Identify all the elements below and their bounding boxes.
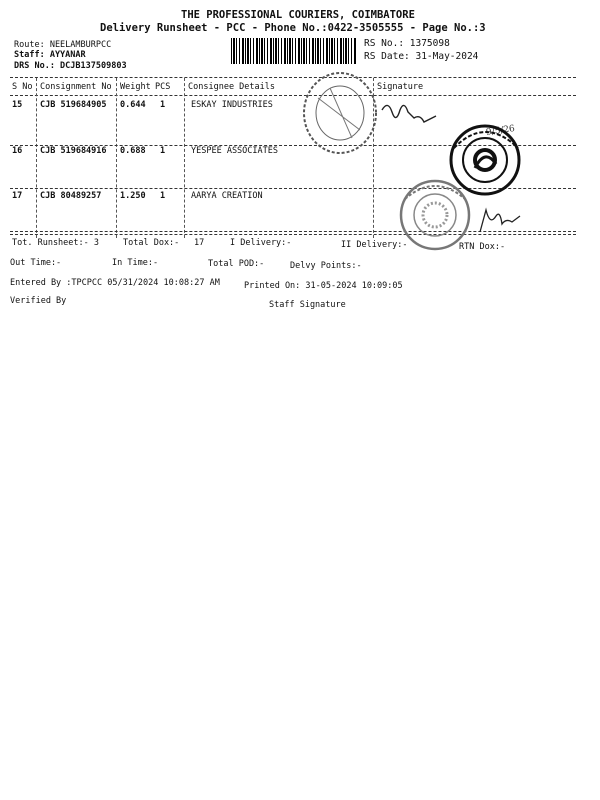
col-divider	[184, 78, 185, 238]
row-consignment: CJB 519684905	[40, 100, 107, 110]
row-weight: 0.644	[120, 100, 146, 110]
row-consignment: CJB 80489257	[40, 191, 102, 201]
table-top-rule	[10, 77, 576, 78]
header-sno: S No	[12, 82, 33, 92]
rubber-stamp-3	[395, 177, 475, 255]
runsheet-subtitle: Delivery Runsheet - PCC - Phone No.:0422-3505555 - Page No.:3	[100, 22, 486, 34]
row-consignment: CJB 519684916	[40, 146, 107, 156]
rs-date: RS Date: 31-May-2024	[364, 51, 479, 62]
total-dox-label: Total Dox:-	[123, 238, 180, 248]
out-time: Out Time:-	[10, 258, 62, 268]
rtn-dox: RTN Dox:-	[459, 242, 506, 252]
header-consignee: Consignee Details	[188, 82, 275, 92]
printed-on: Printed On: 31-05-2024 10:09:05	[244, 281, 403, 291]
col-divider	[116, 78, 117, 238]
entered-by: Entered By :TPCPCC 05/31/2024 10:08:27 AM	[10, 278, 220, 288]
in-time: In Time:-	[112, 258, 159, 268]
verified-by: Verified By	[10, 296, 67, 306]
handwritten-signature-2	[476, 204, 526, 236]
row-sno: 15	[12, 100, 23, 110]
row-pcs: 1	[160, 146, 166, 156]
tot-runsheet: Tot. Runsheet:- 3	[12, 238, 99, 248]
handwritten-date: 9/5/26	[485, 124, 516, 138]
row-consignee: YESPEE ASSOCIATES	[191, 146, 278, 156]
total-dox-value: 17	[194, 238, 205, 248]
barcode-image	[231, 38, 357, 64]
total-pod: Total POD:-	[208, 259, 265, 269]
company-title: THE PROFESSIONAL COURIERS, COIMBATORE	[181, 9, 415, 21]
header-weight: Weight	[120, 82, 151, 92]
row-pcs: 1	[160, 191, 166, 201]
ii-delivery: II Delivery:-	[341, 240, 408, 250]
table-header-rule	[10, 95, 576, 96]
row-consignee: ESKAY INDUSTRIES	[191, 100, 273, 110]
row-consignee: AARYA CREATION	[191, 191, 263, 201]
header-pcs: PCS	[155, 82, 171, 92]
row-sno: 16	[12, 146, 23, 156]
row-pcs: 1	[160, 100, 166, 110]
route-label: Route: NEELAMBURPCC	[14, 40, 112, 50]
staff-signature: Staff Signature	[269, 300, 346, 310]
row-sno: 17	[12, 191, 23, 201]
header-signature: Signature	[377, 82, 424, 92]
drs-number: DRS No.: DCJB137509803	[14, 61, 127, 71]
delvy-points: Delvy Points:-	[290, 261, 362, 271]
staff-label: Staff: AYYANAR	[14, 50, 86, 60]
header-consignment: Consignment No	[40, 82, 112, 92]
row-weight: 0.688	[120, 146, 146, 156]
i-delivery: I Delivery:-	[230, 238, 292, 248]
row-weight: 1.250	[120, 191, 146, 201]
rs-number: RS No.: 1375098	[364, 38, 450, 49]
col-divider	[36, 78, 37, 238]
rubber-stamp-1	[300, 68, 380, 158]
